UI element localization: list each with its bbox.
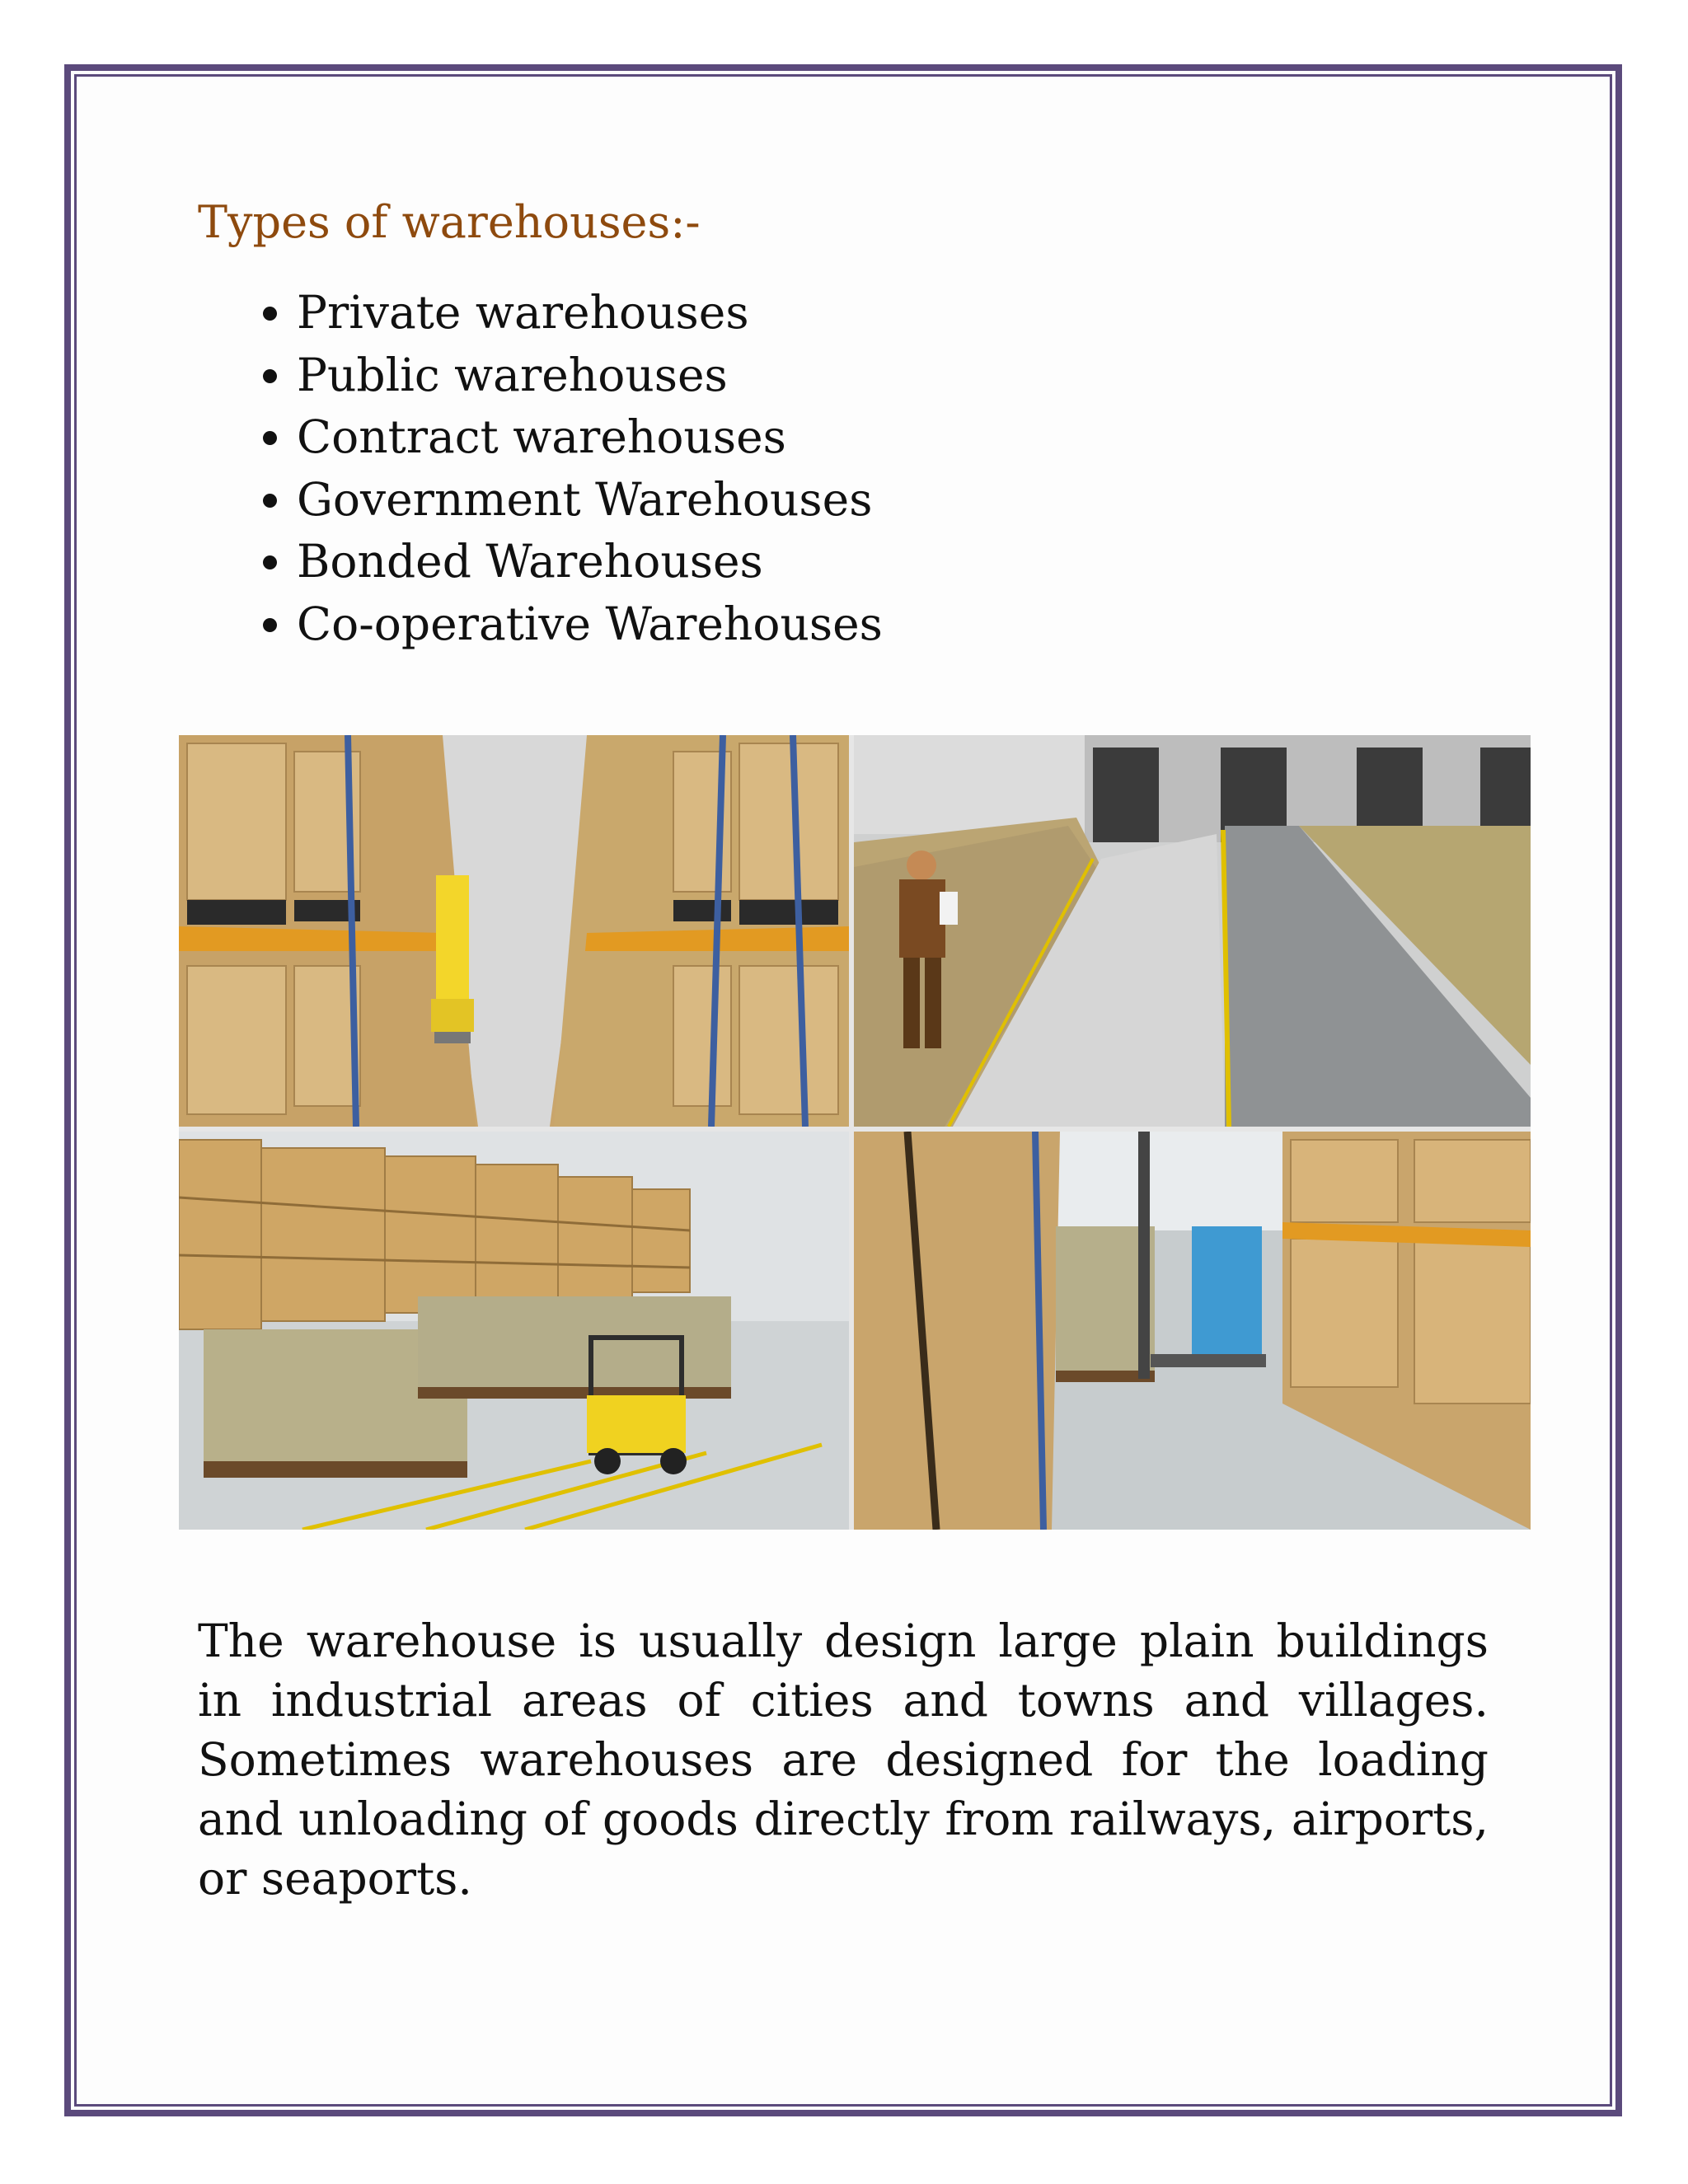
description-paragraph: The warehouse is usually design large plain buildings in industrial areas of cities and towns and villages. Sometimes warehouses are designed for the loading and unloading of goods directly from railways, airports, or seaports.	[198, 1615, 1489, 1905]
list-item: • Contract warehouses	[297, 406, 883, 469]
aisle-rack-photo	[179, 735, 849, 1127]
pallet-truck-photo	[854, 1132, 1531, 1530]
list-item: • Private warehouses	[297, 282, 883, 344]
loading-dock-photo	[854, 735, 1531, 1127]
list-item: • Public warehouses	[297, 344, 883, 407]
list-item: • Government Warehouses	[297, 469, 883, 532]
warehouse-photo-grid	[179, 735, 1531, 1530]
list-item: • Bonded Warehouses	[297, 531, 883, 593]
list-item: • Co-operative Warehouses	[297, 593, 883, 656]
section-heading: Types of warehouses:-	[198, 196, 701, 248]
warehouse-types-list	[239, 282, 883, 655]
forklift-floor-photo	[179, 1132, 849, 1530]
